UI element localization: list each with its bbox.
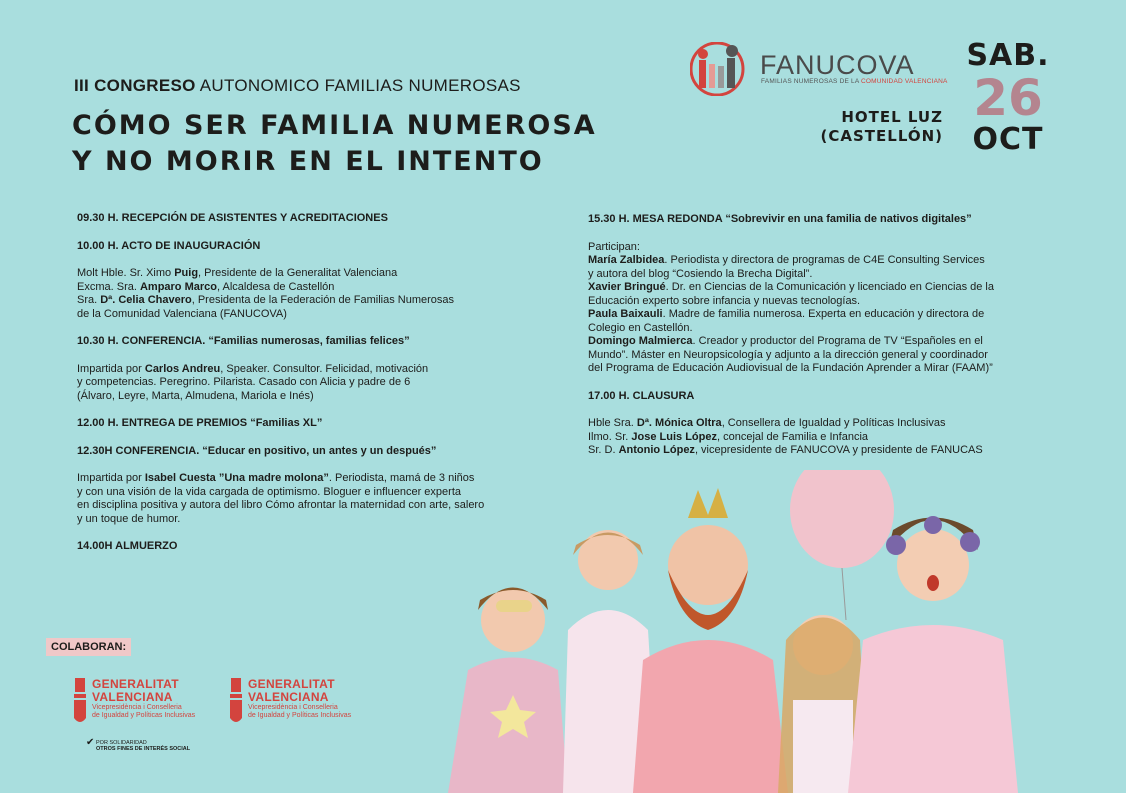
program-item: 10.00 H. ACTO DE INAUGURACIÓN: [77, 239, 261, 252]
generalitat-crest-icon: [228, 678, 244, 728]
program-right: [588, 213, 1068, 472]
event-date: SAB. 26 OCT: [966, 38, 1050, 157]
logo-name: FANUCOVA: [760, 50, 915, 80]
program-item: 14.00H ALMUERZO: [77, 540, 178, 552]
congress-subtitle: III CONGRESO AUTONOMICO FAMILIAS NUMEROSAS: [74, 76, 521, 95]
program-item: 17.00 H. CLAUSURA: [588, 389, 695, 402]
collab-label: COLABORAN:: [46, 638, 131, 656]
venue: HOTEL LUZ (CASTELLÓN): [820, 108, 943, 145]
program-detail: Impartida por Carlos Andreu, Speaker. Consultor. Felicidad, motivación y competencias. Peregrino. Pilarista. Casado con Alicia y padre de 6 (Álvaro, Leyre, Marta, Almudena, Mariola e Inés): [77, 362, 429, 402]
generalitat-logo: GENERALITAT VALENCIANA Vicepresidència i Conselleria de Igualdad y Políticas Inclusivas: [92, 678, 195, 720]
generalitat-logo: GENERALITAT VALENCIANA Vicepresidència i Conselleria de Igualdad y Políticas Inclusivas: [248, 678, 351, 720]
program-item: 10.30 H. CONFERENCIA. “Familias numerosas, familias felices”: [77, 335, 410, 347]
logo-subtitle: FAMILIAS NUMEROSAS DE LA COMUNIDAD VALENCIANA: [761, 78, 948, 85]
program-item: 12.30H CONFERENCIA. “Educar en positivo, un antes y un después”: [77, 444, 437, 457]
check-icon: ✔: [86, 737, 95, 748]
program-detail: Impartida por Isabel Cuesta ”Una madre molona”. Periodista, mamá de 3 niños y con una visión de la vida cargada de optimismo. Bloguer e influencer experta en disciplina positiva y autora del libro Cómo afrontar la maternidad con arte, salero y un toque de humor.: [77, 472, 485, 525]
program-detail: Hble Sra. Dª. Mónica Oltra, Consellera de Igualdad y Políticas Inclusivas Ilmo. Sr. Jose Luis López, concejal de Familia e Infancia Sr. D. Antonio López, vicepresidente de FANUCOVA y presidente de FANUCAS: [588, 417, 983, 456]
event-title: CÓMO SER FAMILIA NUMEROSA Y NO MORIR EN EL INTENTO: [72, 110, 597, 177]
program-detail: Molt Hble. Sr. Ximo Puig, Presidente de la Generalitat Valenciana Excma. Sra. Amparo Marco, Alcaldesa de Castellón Sra. Dª. Celia Chavero, Presidenta de la Federación de Familias Numerosas de la Comunidad Valenciana (FANUCOVA): [77, 267, 455, 320]
program-item: 09.30 H. RECEPCIÓN DE ASISTENTES Y ACREDITACIONES: [77, 212, 388, 224]
program-item: 15.30 H. MESA REDONDA “Sobrevivir en una familia de nativos digitales”: [588, 213, 972, 225]
program-detail: Participan: María Zalbidea. Periodista y directora de programas de C4E Consulting Services y autora del blog “Cosiendo la Brecha Digital”. Xavier Bringué. Dr. en Ciencias de la Comunicación y licenciado en Ciencias de la Educación experto sobre infancia y nuevas tecnologías. Paula Baixauli. Madre de familia numerosa. Experta en educación y directora de Colegio en Castellón. Domingo Malmierca. Creador y productor del Programa de TV “Españoles en el Mundo”. Máster en Neuropsicología y adjunto a la dirección general y coordinador del Programa de Educación Audiovisual de la Fundación Aprender a Mirar (FAAM)”: [588, 240, 994, 374]
generalitat-crest-icon: [72, 678, 88, 728]
family-photo: [418, 470, 1126, 793]
family-group-icon: [690, 42, 750, 96]
x-solidaria-mark: ✔ POR SOLIDARIDAD OTROS FINES DE INTERÉS SOCIAL: [86, 737, 191, 752]
program-item: 12.00 H. ENTREGA DE PREMIOS “Familias XL”: [77, 417, 323, 429]
